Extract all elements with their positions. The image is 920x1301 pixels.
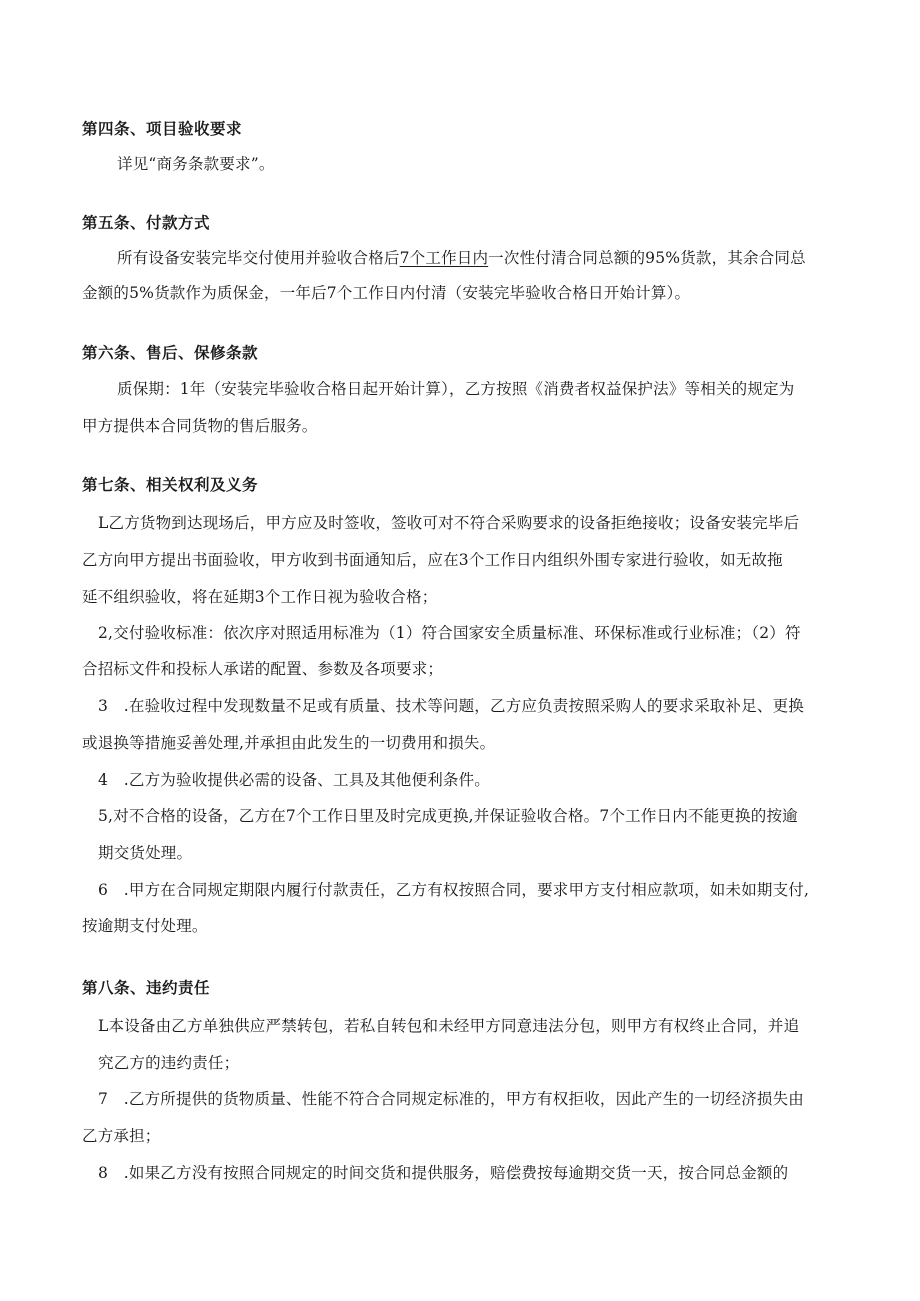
section-6-line-1: 质保期：1年（安装完毕验收合格日起开始计算），乙方按照《消费者权益保护法》等相关的规定为 [117,380,795,398]
section-5-line-1 [117,248,862,268]
section-7-line-3: 延不组织验收，将在延期3个工作日视为验收合格； [82,588,438,606]
section-7-line-9: 5,对不合格的设备，乙方在7个工作日里及时完成更换,并保证验收合格。7个工作日内不能更换的按逾 [98,807,798,825]
section-8-line-3: 7 .乙方所提供的货物质量、性能不符合合同规定标准的，甲方有权拒收，因此产生的一切经济损失由 [98,1090,804,1108]
section-4-line-1: 详见“商务条款要求”。 [117,155,275,173]
section-7-line-7: 或退换等措施妥善处理,并承担由此发生的一切费用和损失。 [82,734,496,752]
section-8-line-4: 乙方承担； [82,1127,161,1145]
section-5-heading: 第五条、付款方式 [82,214,211,232]
section-8-line-5: 8 .如果乙方没有按照合同规定的时间交货和提供服务，赔偿费按每逾期交货一天，按合同总金额的 [98,1164,789,1182]
section-8-line-1: L本设备由乙方单独供应严禁转包，若私自转包和未经甲方同意违法分包，则甲方有权终止合同，并追 [98,1017,800,1035]
section-5-line-2: 金额的5%货款作为质保金，一年后7个工作日内付清（安装完毕验收合格日开始计算）。 [82,284,691,302]
section-7-line-10: 期交货处理。 [98,844,193,862]
section-7-line-5: 合招标文件和投标人承诺的配置、参数及各项要求； [82,660,444,678]
section-8-line-2: 究乙方的违约责任； [98,1054,240,1072]
section-8-heading: 第八条、违约责任 [82,979,211,997]
section-7-line-12: 按逾期支付处理。 [82,917,208,935]
section-5-line-1-post: 一次性付清合同总额的95%货款，其余合同总 [488,249,806,267]
section-6-heading: 第六条、售后、保修条款 [82,344,259,362]
section-7-line-1: L乙方货物到达现场后，甲方应及时签收，签收可对不符合采购要求的设备拒绝接收；设备安装完毕后 [98,514,800,532]
section-7-line-11: 6 .甲方在合同规定期限内履行付款责任，乙方有权按照合同，要求甲方支付相应款项，如未如期支付, [98,881,810,899]
section-6-line-2: 甲方提供本合同货物的售后服务。 [82,417,318,435]
section-7-heading: 第七条、相关权利及义务 [82,476,259,494]
section-7-line-8: 4 .乙方为验收提供必需的设备、工具及其他便利条件。 [98,771,490,789]
section-4-heading: 第四条、项目验收要求 [82,120,243,138]
section-5-line-1-pre: 所有设备安装完毕交付使用并验收合格后 [117,249,400,267]
payment-deadline-underlined: 7个工作日内 [399,249,489,267]
section-7-line-2: 乙方向甲方提出书面验收，甲方收到书面通知后，应在3个工作日内组织外围专家进行验收，如无故拖 [82,551,783,569]
section-7-line-6: 3 .在验收过程中发现数量不足或有质量、技术等问题，乙方应负责按照采购人的要求采取补足、更换 [98,697,804,715]
section-7-line-4: 2,交付验收标准：依次序对照适用标准为（1）符合国家安全质量标准、环保标准或行业标准；（2）符 [98,624,801,642]
